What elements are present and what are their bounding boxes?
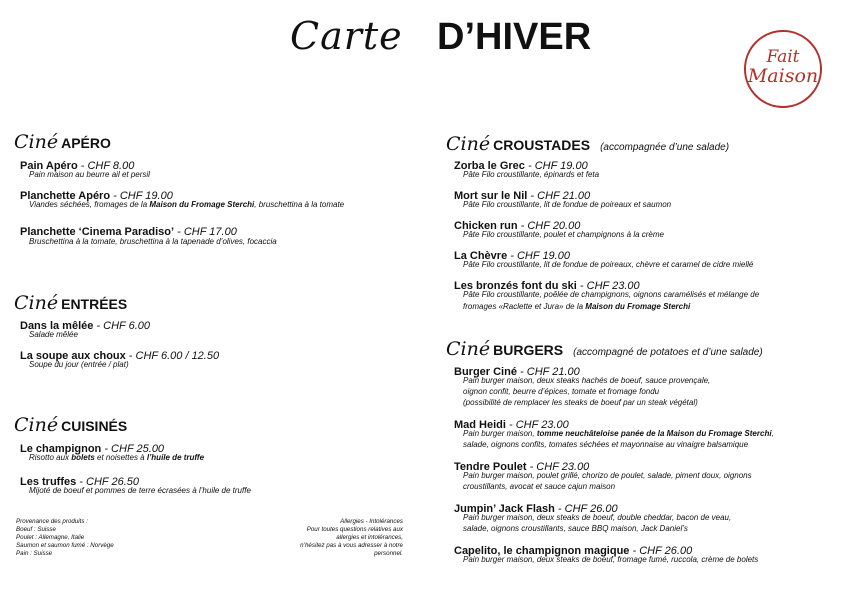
menu-item: Dans la mêlée - CHF 6.00 — [20, 320, 151, 332]
item-description: Viandes séchées, fromages de la Maison du Fromage Sterchi, bruschettina à la tomate — [29, 200, 345, 209]
menu-item: Mad Heidi - CHF 23.00 — [454, 419, 569, 431]
menu-item: La Chèvre - CHF 19.00 — [454, 250, 570, 262]
title-script: Carte — [290, 14, 403, 58]
item-description: Pâte Filo croustillante, poulet et champignons à la crème — [463, 230, 664, 239]
item-description: Pain maison au beurre ail et persil — [29, 170, 150, 179]
item-description: Pain burger maison, deux steaks de boeuf, fromage fumé, ruccola, crème de bolets — [463, 555, 759, 564]
menu-item: Burger Ciné - CHF 21.00 — [454, 366, 580, 378]
menu-item: Jumpin’ Jack Flash - CHF 26.00 — [454, 503, 618, 515]
item-description: oignon confit, beurre d’épices, tomate et fromage fondu — [463, 387, 660, 396]
section-croustades: Ciné CROUSTADES (accompagnée d’une salade) — [446, 133, 730, 155]
item-description: Pain burger maison, poulet grillé, chorizo de poulet, salade, piment doux, oignons — [463, 471, 752, 480]
section-entrees: Ciné ENTRÉES — [14, 292, 128, 314]
item-description: Pain burger maison, deux steaks de boeuf, double cheddar, bacon de veau, — [463, 513, 732, 522]
item-description: Salade mêlée — [29, 330, 78, 339]
menu-item: Les bronzés font du ski - CHF 23.00 — [454, 280, 640, 292]
menu-item: Capelito, le champignon magique - CHF 26.00 — [454, 545, 693, 557]
section-prefix: Ciné — [14, 131, 59, 153]
menu-item: Planchette Apéro - CHF 19.00 — [20, 190, 173, 202]
menu-item: Le champignon - CHF 25.00 — [20, 443, 165, 455]
allergies-note: Allergies - Intolérances Pour toutes questions relatives aux allergies et intolérances, n’hésitez pas à vous adresser à notre personnel. — [300, 518, 403, 557]
item-description: Pâte Filo croustillante, épinards et feta — [463, 170, 600, 179]
item-description: Pâte Filo croustillante, lit de fondue de poireaux, chèvre et caramel de cidre miellé — [463, 260, 754, 269]
item-description: Soupe du jour (entrée / plat) — [29, 360, 129, 369]
menu-item: Zorba le Grec - CHF 19.00 — [454, 160, 588, 172]
menu-item: La soupe aux choux - CHF 6.00 / 12.50 — [20, 350, 220, 362]
item-description: Mijoté de boeuf et pommes de terre écrasées à l’huile de truffe — [29, 486, 251, 495]
stamp-line1: Fait — [766, 47, 800, 67]
item-description: (possibilité de remplacer les steaks de boeuf par un steak végétal) — [463, 398, 698, 407]
section-cuisines: Ciné CUISINÉS — [14, 414, 128, 436]
menu-item: Planchette ‘Cinema Paradiso’ - CHF 17.00 — [20, 226, 237, 238]
item-description: Bruschettina à la tomate, bruschettina à la tapenade d’olives, focaccia — [29, 237, 277, 246]
item-description: Pain burger maison, deux steaks hachés de boeuf, sauce provençale, — [463, 376, 711, 385]
item-description: salade, oignons croustillants, sauce BBQ maison, Jack Daniel’s — [463, 524, 688, 533]
menu-item: Mort sur le Nil - CHF 21.00 — [454, 190, 591, 202]
item-description: Pâte Filo croustillante, lit de fondue de poireaux et saumon — [463, 200, 672, 209]
provenance-note: Provenance des produits : Boeuf : Suisse Poulet : Allemagne, Italie Saumon et saumon fumé : Norvège Pain : Suisse — [16, 518, 114, 557]
menu-item: Les truffes - CHF 26.50 — [20, 476, 140, 488]
item-description: salade, oignons confits, tomates séchées et mayonnaise au vinaigre balsamique — [463, 440, 749, 449]
menu-item: Tendre Poulet - CHF 23.00 — [454, 461, 590, 473]
section-burgers: Ciné BURGERS (accompagné de potatoes et d’une salade) — [446, 338, 763, 360]
item-description: croustillants, avocat et sauce cajun maison — [463, 482, 616, 491]
item-description: Pâte Filo croustillante, poêlée de champignons, oignons caramélisés et mélange de — [463, 290, 760, 299]
section-apero — [14, 131, 111, 153]
item-description: Pain burger maison, tomme neuchâteloise panée de la Maison du Fromage Sterchi, — [463, 429, 774, 438]
item-description: Risotto aux bolets et noisettes à l’huile de truffe — [29, 453, 205, 462]
menu-item: Pain Apéro - CHF 8.00 — [20, 160, 135, 172]
item-description: fromages «Raclette et Jura» de la Maison du Fromage Sterchi — [463, 302, 691, 311]
page-title: D’HIVER — [437, 16, 592, 58]
fait-maison-stamp — [744, 30, 822, 108]
stamp-line2: Maison — [747, 65, 819, 87]
menu-item: Chicken run - CHF 20.00 — [454, 220, 581, 232]
section-title: APÉRO — [61, 135, 111, 151]
